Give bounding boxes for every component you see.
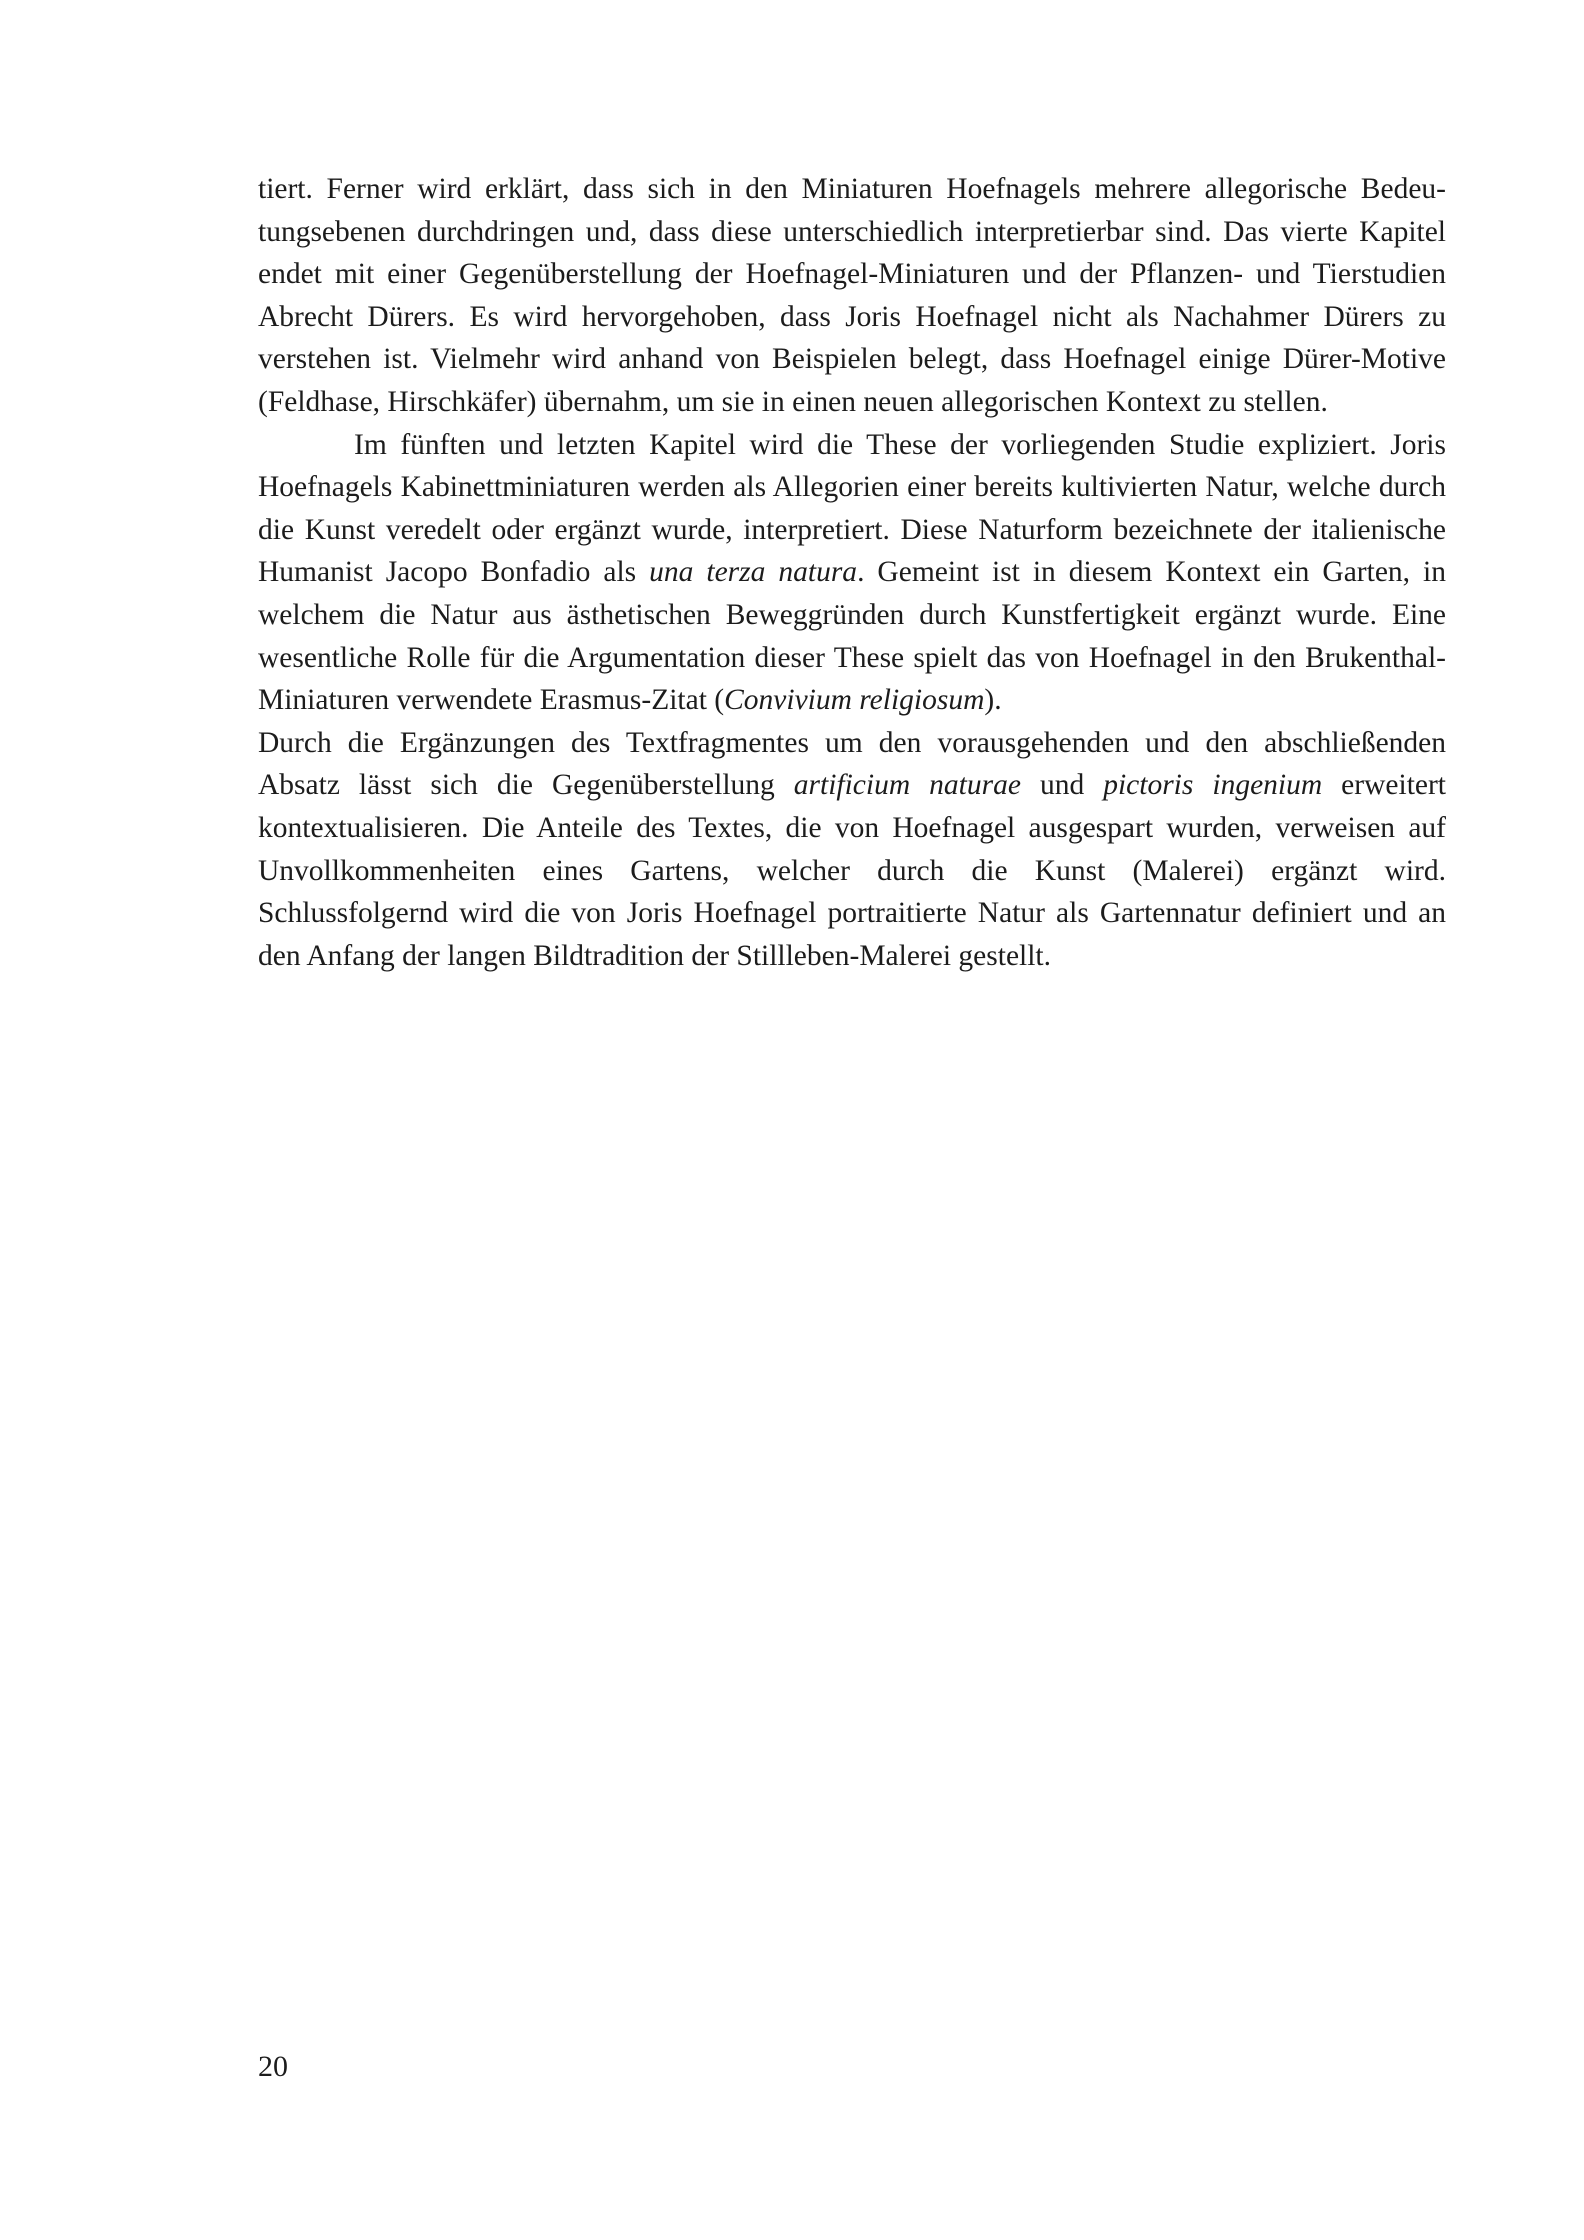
paragraph-1-text: tiert. Ferner wird erklärt, dass sich in den Miniaturen Hoefnagels mehrere allegorische Bedeutungsebenen durchdringen und, dass diese unterschiedlich interpretierbar sind. Das vierte Kapitel endet mit einer Gegenüberstellung der Hoefnagel-Miniaturen und der Pflanzen- und Tierstudien Abrecht Dürers. Es wird hervorgehoben, dass Joris Hoefnagel nicht als Nachahmer Dürers zu verstehen ist. Vielmehr wird anhand von Beispielen belegt, dass Hoefnagel einige Dürer-Motive (Feldhase, Hirschkäfer) übernahm, um sie in einen neuen allegorischen Kontext zu stellen. (258, 173, 1446, 418)
paragraph-3-italic-a: artificium naturae (793, 769, 1021, 802)
paragraph-3-italic-b: pictoris ingenium (1103, 769, 1323, 802)
paragraph-2-text-a: Im fünften und letzten Kapitel wird die These der vorliegenden Studie expliziert. Joris Hoefnagels Kabinettminiaturen werden als Allegorien einer bereits kultivierten Natur, welche durch die Kunst veredelt oder ergänzt wurde, interpretiert. Diese Naturform bezeichnete der italienische Humanist Jacopo Bonfadio als (258, 428, 1446, 589)
paragraph-chapter-five (258, 424, 1446, 722)
paragraph-2-italic-a: una terza natura (649, 556, 858, 589)
paragraph-3-text-c: erweitert kontextualisieren. Die Anteile des Textes, die von Hoefnagel ausgespart wurden, verweisen auf Unvollkommenheiten eines Gartens, welcher durch die Kunst (Malerei) ergänzt wird. Schlussfolgernd wird die von Joris Hoefnagel portraitierte Natur als Gartennatur definiert und an den Anfang der langen Bildtradition der Stillleben-Malerei gestellt. (258, 769, 1447, 972)
paragraph-conclusion (258, 722, 1446, 978)
paragraph-2-text-c: ). (984, 684, 1002, 717)
body-text (258, 168, 1446, 977)
paragraph-2-text-b: . Gemeint ist in diesem Kontext ein Garten, in welchem die Natur aus ästhetischen Beweggründen durch Kunstfertigkeit ergänzt wurde. Eine wesentliche Rolle für die Argumentation dieser These spielt das von Hoefnagel in den Brukenthal-Miniaturen verwendete Erasmus-Zitat ( (258, 556, 1446, 717)
page-number: 20 (258, 2050, 288, 2083)
paragraph-3-text-a: Durch die Ergänzungen des Textfragmentes um den vorausgehenden und den abschließenden Absatz lässt sich die Gegenüberstellung (258, 726, 1446, 802)
paragraph-2-italic-b: Convivium religiosum (724, 684, 985, 717)
paragraph-continuation (258, 168, 1446, 424)
paragraph-3-text-b: und (1020, 769, 1104, 802)
